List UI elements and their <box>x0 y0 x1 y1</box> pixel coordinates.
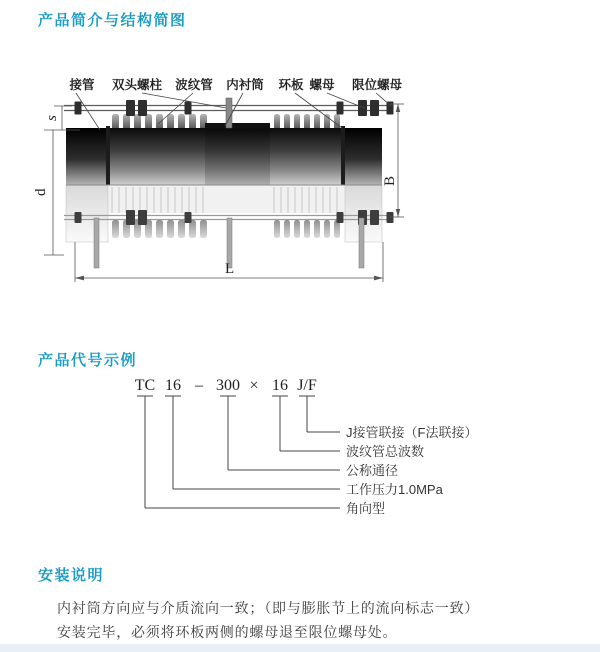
dim-label-B: B <box>382 175 398 186</box>
right-ring-plate <box>341 126 345 185</box>
install-note-line1: 内衬筒方向应与介质流向一致；（即与膨胀节上的流向标志一致） <box>57 600 480 616</box>
code-anno-diameter: 公称通径 <box>346 463 399 478</box>
dim-label-d: d <box>33 188 49 196</box>
dim-B <box>390 104 404 217</box>
code-seg-connection: J/F <box>297 377 317 394</box>
code-seg-waves: 16 <box>272 377 288 394</box>
part-label-jieguan: 接管 <box>69 78 95 92</box>
code-anno-connection: J接管联接（F法联接） <box>346 425 478 440</box>
lower-half <box>64 185 394 268</box>
code-seg-times: × <box>249 377 259 394</box>
dim-label-L: L <box>225 261 235 277</box>
code-anno-type: 角向型 <box>346 501 386 516</box>
code-connector-lines <box>137 396 340 508</box>
left-ring-plate <box>106 126 110 185</box>
footer-strip <box>0 644 600 652</box>
center-stud <box>226 98 232 128</box>
right-end-pipe <box>345 128 382 185</box>
dim-label-s: s <box>44 115 60 121</box>
section-title-code: 产品代号示例 <box>38 352 138 369</box>
part-label-bowenguan: 波纹管 <box>175 78 213 92</box>
part-label-luomu: 螺母 <box>309 78 335 92</box>
code-seg-type: TC <box>134 377 156 394</box>
top-nuts <box>75 100 394 116</box>
install-note-line2: 安装完毕，必须将环板两侧的螺母退至限位螺母处。 <box>57 624 398 640</box>
part-label-huanban: 环板 <box>278 78 304 92</box>
product-code-diagram <box>0 374 600 534</box>
structure-diagram <box>0 60 470 310</box>
code-seg-pressure: 16 <box>165 377 181 394</box>
section-title-install: 安装说明 <box>38 567 105 584</box>
part-label-shuangtouluozhu: 双头螺柱 <box>111 78 163 92</box>
code-anno-waves: 波纹管总波数 <box>346 444 425 459</box>
part-label-neichentong: 内衬筒 <box>226 78 264 92</box>
code-anno-pressure: 工作压力1.0MPa <box>346 482 443 497</box>
code-seg-dash: – <box>195 377 203 394</box>
part-label-xianweiluomu: 限位螺母 <box>351 78 403 92</box>
left-end-pipe <box>66 128 108 185</box>
bellows-body <box>66 123 382 185</box>
section-title-intro: 产品简介与结构简图 <box>38 12 187 29</box>
code-seg-diameter: 300 <box>216 377 240 394</box>
